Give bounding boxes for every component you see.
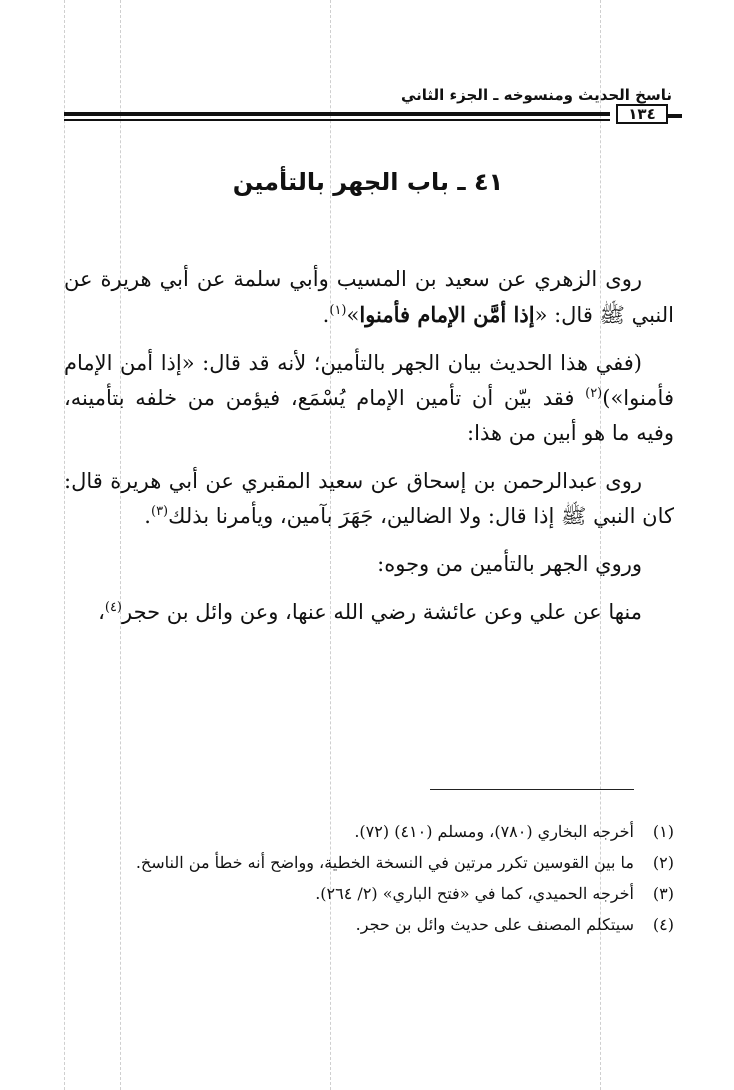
footnote-ref: (٢): [585, 386, 603, 401]
footnote-number: (٣): [652, 884, 674, 903]
paragraph: [64, 595, 674, 630]
paragraph: [64, 547, 674, 582]
header-rule-thick: [64, 112, 610, 116]
footnote: [64, 849, 674, 876]
page-number: ١٣٤: [616, 104, 668, 124]
paragraph-text: روى الزهري عن سعيد بن المسيب وأبي سلمة عن أبي هريرة عن النبي ﷺ قال: «: [64, 267, 674, 327]
hadith-quote: إذا أمَّن الإمام فأمنوا: [359, 302, 535, 327]
paragraph-tail: .: [322, 303, 330, 327]
footnote-number: (٤): [652, 915, 674, 934]
footnote: [64, 911, 674, 938]
header-rule-thin: [64, 119, 610, 121]
paragraph-text: (ففي هذا الحديث بيان الجهر بالتأمين؛ لأنه قد قال: «إذا أمن الإمام فأمنوا»): [64, 351, 674, 410]
footnote-divider: [430, 789, 634, 790]
footnote: [64, 818, 674, 845]
paragraph-text: منها عن علي وعن عائشة رضي الله عنها، وعن وائل بن حجر: [122, 600, 642, 624]
footnote-ref: (٤): [104, 600, 122, 615]
footnote-text: أخرجه الحميدي، كما في «فتح الباري» (٢/ ٢٦٤).: [315, 884, 634, 903]
paragraph-tail: .: [144, 504, 151, 528]
footnote-text: أخرجه البخاري (٧٨٠)، ومسلم (٤١٠) (٧٢).: [354, 822, 634, 841]
quote-close: »: [346, 303, 360, 327]
footnote-number: (١): [652, 822, 674, 841]
chapter-title: ٤١ ـ باب الجهر بالتأمين: [232, 168, 504, 196]
footnotes: [64, 818, 674, 942]
paragraph: [64, 262, 674, 333]
footnote: [64, 880, 674, 907]
footnote-text: سيتكلم المصنف على حديث وائل بن حجر.: [355, 915, 634, 934]
footnote-number: (٢): [652, 853, 674, 872]
paragraph: [64, 464, 674, 534]
footnote-text: ما بين القوسين تكرر مرتين في النسخة الخطية، وواضح أنه خطأ من الناسخ.: [135, 853, 634, 872]
paragraph-tail: ،: [98, 600, 105, 624]
page-header: [64, 86, 672, 128]
running-title: ناسخ الحديث ومنسوخه ـ الجزء الثاني: [400, 86, 672, 104]
header-rule-end: [668, 114, 682, 118]
footnote-ref: (٣): [150, 504, 169, 519]
paragraph-text: وروي الجهر بالتأمين من وجوه:: [377, 552, 642, 576]
paragraph-text: روى عبدالرحمن بن إسحاق عن سعيد المقبري عن أبي هريرة قال: كان النبي ﷺ إذا قال: ولا الضالين، جَهَرَ بآمين، ويأمرنا بذلك: [64, 469, 674, 528]
paragraph: [64, 346, 674, 451]
paragraph-text: فقد بيّن أن تأمين الإمام يُسْمَع، فيؤمن من خلفه بتأمينه، وفيه ما هو أبين من هذا:: [64, 386, 674, 445]
main-text: [64, 262, 674, 643]
footnote-ref: (١): [329, 303, 347, 318]
